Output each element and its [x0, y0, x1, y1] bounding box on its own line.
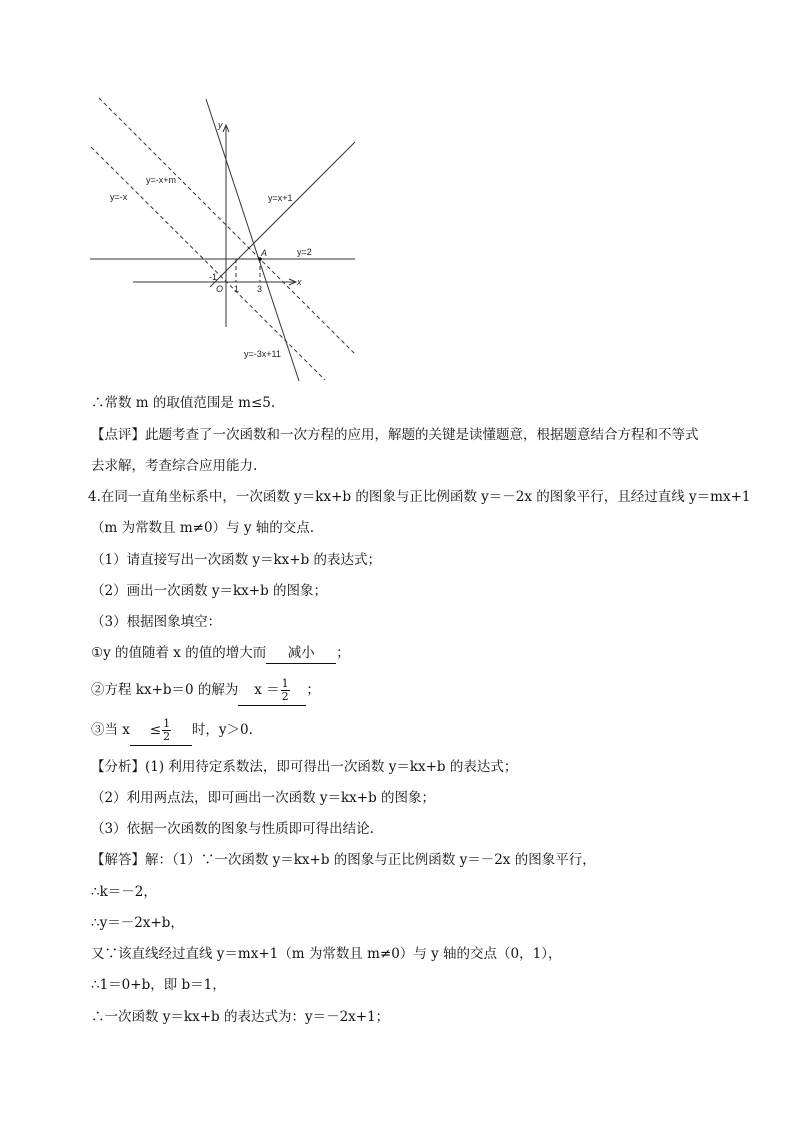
- solution-line-4: 又∵该直线经过直线 y＝mx+1（m 为常数且 m≠0）与 y 轴的交点（0，1），: [91, 946, 562, 962]
- solution-line-6: ∴一次函数 y＝kx+b 的表达式为：y＝－2x+1；: [91, 1009, 390, 1025]
- label-tick-neg1: -1: [209, 272, 218, 282]
- fill-blank-2-answer: [238, 675, 306, 706]
- fill-blank-3-answer: [130, 715, 192, 746]
- label-y-2: y=2: [297, 247, 312, 257]
- line-y-neg-x: [91, 147, 325, 380]
- solution-line-1: 【解答】解：（1）∵一次函数 y＝kx+b 的图象与正比例函数 y＝－2x 的图象平行，: [91, 852, 596, 868]
- solution-line-2: ∴k＝－2，: [91, 884, 157, 900]
- fill-blank-1: [91, 643, 350, 664]
- label-y-x-plus-1: y=x+1: [268, 193, 293, 203]
- line-y-x-plus-1: [210, 142, 355, 287]
- fill-blank-3-suffix: 时，y＞0.: [191, 722, 253, 738]
- fill-blank-1-suffix: ；: [336, 645, 350, 661]
- label-y-neg3x-plus-11: y=-3x+11: [244, 349, 281, 359]
- function-graph-figure: [85, 95, 365, 385]
- conclusion-line: ∴常数 m 的取值范围是 m≤5.: [91, 395, 276, 411]
- fill-blank-1-answer: 减小: [266, 643, 336, 664]
- comment-line-2: 去求解，考查综合应用能力.: [91, 458, 258, 474]
- fill-blank-2-answer-text: x ＝: [254, 682, 280, 698]
- solution-line-5: ∴1＝0+b，即 b＝1，: [91, 977, 226, 993]
- fill-blank-2-prefix: ②方程 kx+b＝0 的解为: [91, 682, 239, 698]
- fill-blank-1-prefix: ①y 的值随着 x 的值的增大而: [91, 645, 267, 661]
- sub-question-1: （1）请直接写出一次函数 y＝kx+b 的表达式；: [91, 552, 382, 568]
- analysis-line-3: （3）依据一次函数的图象与性质即可得出结论.: [91, 821, 374, 837]
- label-y-neg-x-plus-m: y=-x+m: [146, 175, 177, 185]
- label-tick-1: 1: [234, 284, 240, 294]
- label-axis-x: x: [297, 277, 302, 287]
- fraction-denominator: 2: [281, 690, 289, 703]
- fraction-denominator-2: 2: [163, 730, 171, 743]
- fraction-numerator-2: 1: [163, 717, 171, 730]
- fill-blank-3: [91, 715, 253, 746]
- fill-blank-3-answer-text: ≤: [149, 722, 162, 738]
- fill-blank-2: [91, 675, 320, 706]
- line-y-neg-x-plus-m: [99, 98, 355, 354]
- sub-question-2: （2）画出一次函数 y＝kx+b 的图象；: [91, 583, 328, 599]
- solution-line-3: ∴y＝－2x+b，: [91, 915, 184, 931]
- line-y-neg3x-plus-11: [206, 99, 299, 381]
- fraction-one-half-2: [162, 718, 171, 743]
- sub-question-3: （3）根据图象填空：: [91, 614, 222, 630]
- fill-blank-2-suffix: ；: [306, 682, 320, 698]
- label-point-a: A: [261, 248, 268, 258]
- fraction-numerator: 1: [281, 677, 289, 690]
- label-y-neg-x: y=-x: [110, 192, 128, 202]
- question-4-line-2: （m 为常数且 m≠0）与 y 轴的交点.: [91, 520, 315, 536]
- label-axis-y: y: [218, 120, 223, 130]
- label-tick-3: 3: [257, 284, 263, 294]
- comment-line-1: 【点评】此题考查了一次函数和一次方程的应用，解题的关键是读懂题意，根据题意结合方程和不等式: [91, 427, 699, 443]
- question-4-line-1: 4.在同一直角坐标系中，一次函数 y＝kx+b 的图象与正比例函数 y＝－2x 的图象平行，且经过直线 y＝mx+1: [88, 489, 751, 505]
- fill-blank-3-prefix: ③当 x: [91, 722, 130, 738]
- analysis-line-1: 【分析】(1) 利用待定系数法，即可得出一次函数 y＝kx+b 的表达式；: [91, 759, 518, 775]
- analysis-line-2: （2）利用两点法，即可画出一次函数 y＝kx+b 的图象；: [91, 790, 436, 806]
- fraction-one-half: [281, 678, 290, 703]
- label-origin: O: [216, 284, 224, 294]
